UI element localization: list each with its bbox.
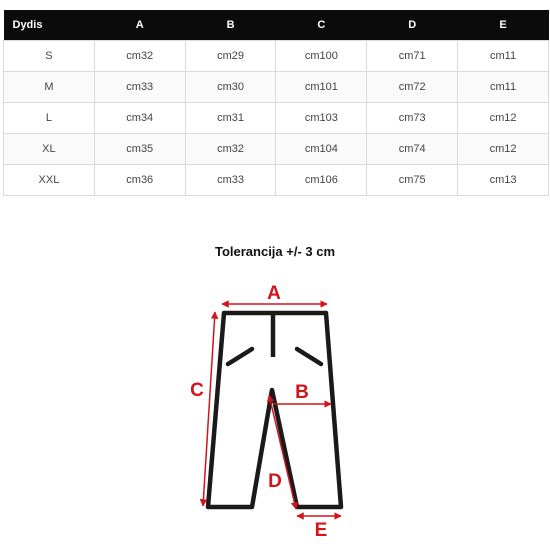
cell-e: cm11 — [458, 72, 549, 103]
trousers-measurement-diagram — [185, 275, 365, 550]
cell-c: cm101 — [276, 72, 367, 103]
table-row — [4, 165, 549, 196]
header-c: C — [276, 10, 367, 41]
cell-size: M — [4, 72, 95, 103]
cell-b: cm29 — [185, 41, 276, 72]
cell-b: cm33 — [185, 165, 276, 196]
cell-a: cm32 — [94, 41, 185, 72]
cell-b: cm31 — [185, 103, 276, 134]
cell-e: cm13 — [458, 165, 549, 196]
cell-d: cm74 — [367, 134, 458, 165]
cell-b: cm32 — [185, 134, 276, 165]
table-row — [4, 72, 549, 103]
size-table — [3, 10, 549, 196]
cell-c: cm100 — [276, 41, 367, 72]
cell-c: cm106 — [276, 165, 367, 196]
cell-e: cm12 — [458, 134, 549, 165]
cell-size: S — [4, 41, 95, 72]
cell-size: L — [4, 103, 95, 134]
cell-e: cm11 — [458, 41, 549, 72]
tolerance-note: Tolerancija +/- 3 cm — [214, 244, 336, 259]
cell-d: cm73 — [367, 103, 458, 134]
cell-a: cm35 — [94, 134, 185, 165]
cell-size: XXL — [4, 165, 95, 196]
cell-a: cm33 — [94, 72, 185, 103]
table-row — [4, 103, 549, 134]
cell-a: cm36 — [94, 165, 185, 196]
cell-d: cm75 — [367, 165, 458, 196]
label-e: E — [314, 520, 328, 541]
table-row — [4, 134, 549, 165]
table-header-row — [4, 10, 549, 41]
header-a: A — [94, 10, 185, 41]
header-d: D — [367, 10, 458, 41]
header-b: B — [185, 10, 276, 41]
cell-c: cm103 — [276, 103, 367, 134]
cell-size: XL — [4, 134, 95, 165]
label-c: C — [190, 380, 204, 401]
label-a: A — [267, 283, 281, 304]
header-e: E — [458, 10, 549, 41]
cell-d: cm71 — [367, 41, 458, 72]
cell-d: cm72 — [367, 72, 458, 103]
label-b: B — [295, 382, 309, 403]
header-size: Dydis — [4, 10, 95, 41]
label-d: D — [268, 471, 282, 492]
table-row — [4, 41, 549, 72]
cell-c: cm104 — [276, 134, 367, 165]
cell-b: cm30 — [185, 72, 276, 103]
cell-a: cm34 — [94, 103, 185, 134]
cell-e: cm12 — [458, 103, 549, 134]
